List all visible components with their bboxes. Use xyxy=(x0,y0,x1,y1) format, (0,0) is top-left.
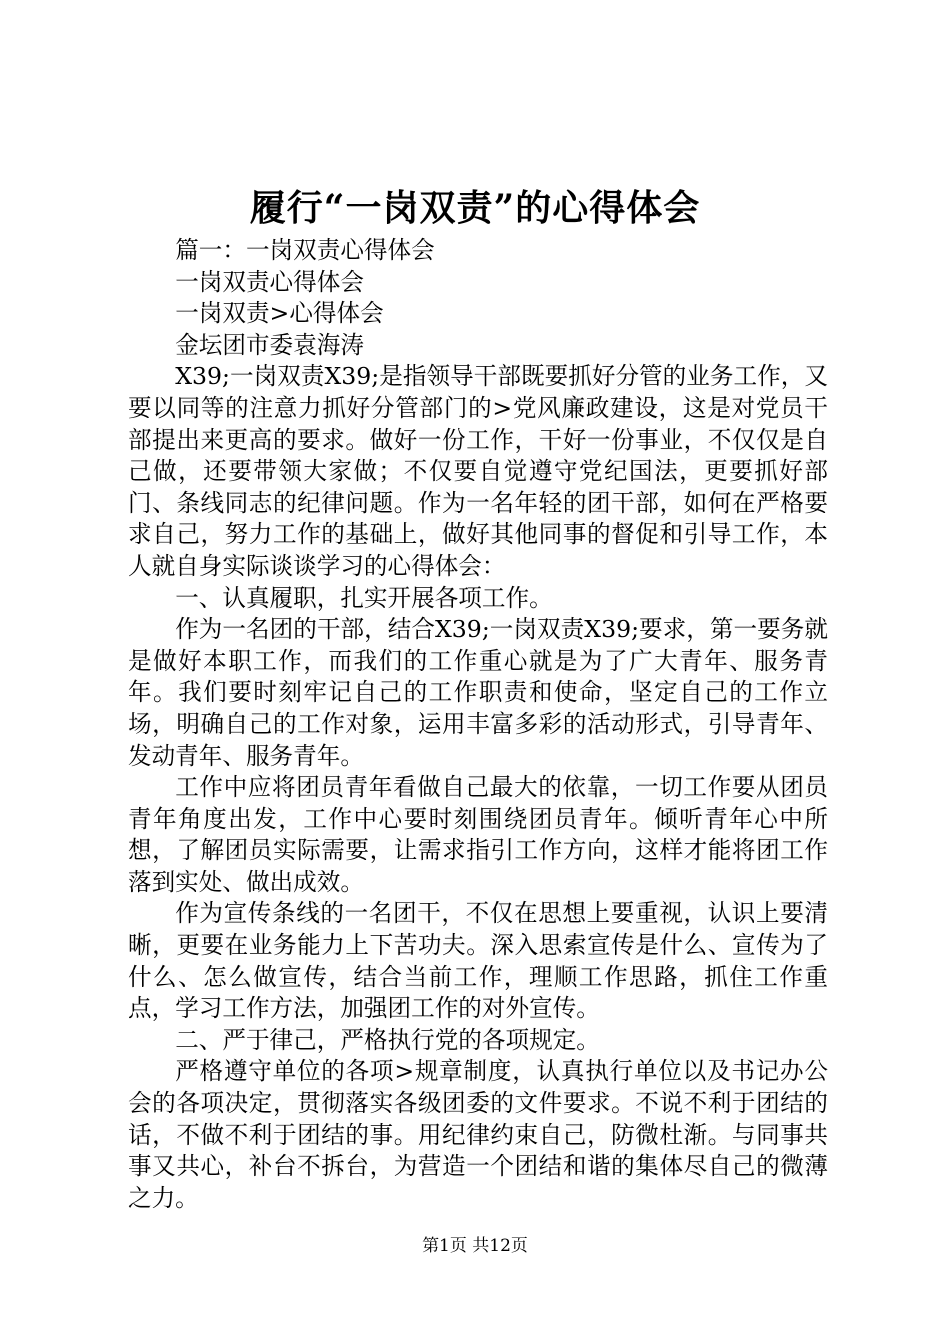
section-heading: 二、严于律己，严格执行党的各项规定。 xyxy=(175,1025,600,1054)
paragraph: 一岗双责心得体会 xyxy=(175,267,364,296)
page-footer: 第1页 共12页 xyxy=(422,1236,528,1256)
paragraph: 篇一：一岗双责心得体会 xyxy=(175,236,435,264)
paragraph: 严格遵守单位的各项>规章制度，认真执行单位以及书记办公会的各项决定，贯彻落实各级团委的文件要求。不说不利于团结的话，不做不利于团结的事。用纪律约束自己，防微杜渐。与同事共事又共心，补台不拆台，为营造一个团结和谐的集体尽自己的微薄之力。 xyxy=(128,1057,828,1212)
paragraph: 金坛团市委袁海涛 xyxy=(175,330,364,359)
paragraph: 一岗双责>心得体会 xyxy=(175,299,384,328)
section-heading: 一、认真履职，扎实开展各项工作。 xyxy=(175,583,553,612)
paragraph: 作为宣传条线的一名团干，不仅在思想上要重视，认识上要清晰，更要在业务能力上下苦功夫。深入思索宣传是什么、宣传为了什么、怎么做宣传，结合当前工作，理顺工作思路，抓住工作重点，学习工作方法，加强团工作的对外宣传。 xyxy=(128,899,828,1023)
paragraph: 工作中应将团员青年看做自己最大的依靠，一切工作要从团员青年角度出发，工作中心要时刻围绕团员青年。倾听青年心中所想，了解团员实际需要，让需求指引工作方向，这样才能将团工作落到实处、做出成效。 xyxy=(128,773,828,896)
document-title: 履行“一岗双责”的心得体会 xyxy=(249,187,701,229)
document-body xyxy=(128,235,828,1214)
paragraph: X39;一岗双责X39;是指领导干部既要抓好分管的业务工作，又要以同等的注意力抓好分管部门的>党风廉政建设，这是对党员干部提出来更高的要求。做好一份工作，干好一份事业，不仅仅是自己做，还要带领大家做；不仅要自觉遵守党纪国法，更要抓好部门、条线同志的纪律问题。作为一名年轻的团干部，如何在严格要求自己，努力工作的基础上，做好其他同事的督促和引导工作，本人就自身实际谈谈学习的心得体会： xyxy=(128,362,828,580)
paragraph: 作为一名团的干部，结合X39;一岗双责X39;要求，第一要务就是做好本职工作，而我们的工作重心就是为了广大青年、服务青年。我们要时刻牢记自己的工作职责和使命，坚定自己的工作立场，明确自己的工作对象，运用丰富多彩的活动形式，引导青年、发动青年、服务青年。 xyxy=(128,615,828,770)
